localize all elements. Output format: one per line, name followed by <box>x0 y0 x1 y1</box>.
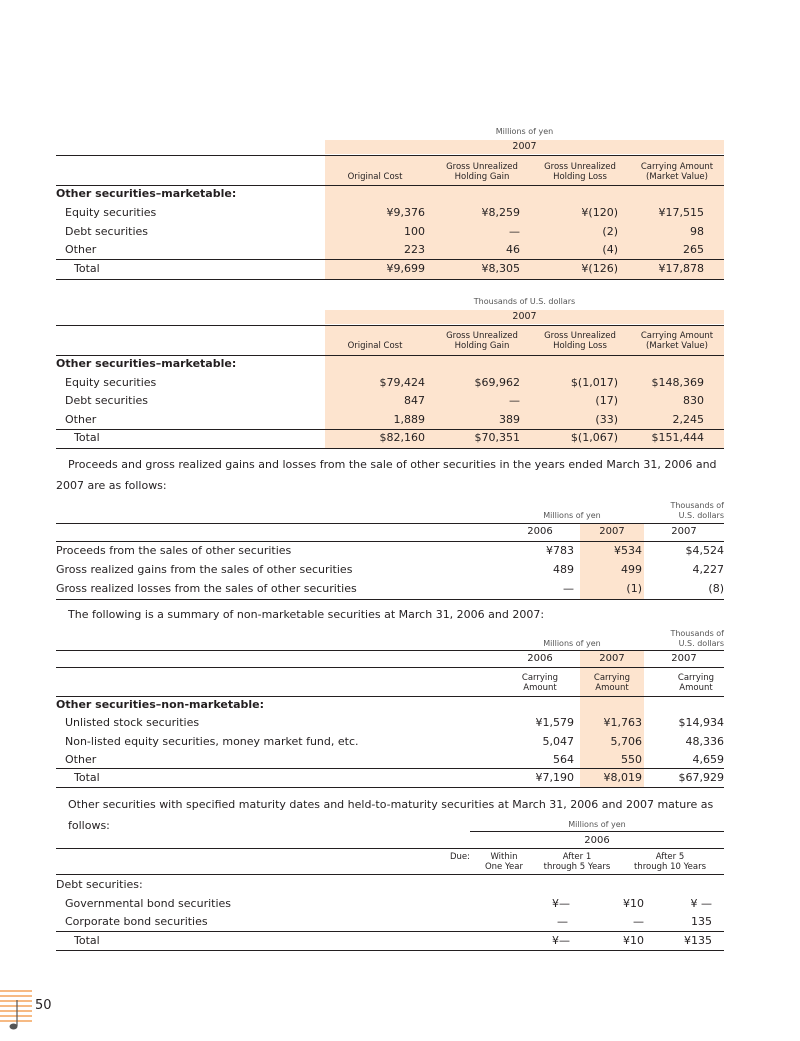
table-row: Debt securities 847 — (17) 830 <box>65 394 704 407</box>
year-header: 2007 <box>599 526 625 537</box>
col-header: Gross Unrealized Holding Loss <box>544 331 616 351</box>
section-heading: Other securities–non-marketable: <box>56 698 265 711</box>
rule <box>56 279 724 280</box>
col-header: Original Cost <box>347 341 403 351</box>
col-header: Gross Unrealized Holding Gain <box>446 331 518 351</box>
year-header: 2007 <box>671 653 697 664</box>
year-header: 2006 <box>584 835 610 846</box>
rule <box>56 325 724 326</box>
section-heading: Other securities–marketable: <box>56 187 237 200</box>
rule <box>56 155 724 156</box>
paragraph-proceeds: Proceeds and gross realized gains and losses from the sale of other securities in the years ended March 31, 2006 and 2007 are as follows: <box>56 458 717 492</box>
rule <box>56 874 724 875</box>
table-row: Other 223 46 (4) 265 <box>65 243 704 256</box>
rule <box>56 667 724 668</box>
year-header: 2007 <box>512 311 537 322</box>
rule <box>56 787 724 788</box>
page-number: 50 <box>35 998 52 1013</box>
year-header: 2007 <box>599 653 625 664</box>
rule <box>56 448 724 449</box>
table-row: Governmental bond securities ¥— ¥10 ¥ — <box>65 897 712 910</box>
rule <box>56 650 724 651</box>
section-heading: Other securities–marketable: <box>56 357 237 370</box>
col-header: Gross Unrealized Holding Loss <box>544 162 616 182</box>
unit-label: Millions of yen <box>543 511 601 520</box>
year-header: 2006 <box>527 653 553 664</box>
table-row: Non-listed equity securities, money market fund, etc. 5,047 5,706 48,336 <box>65 735 724 748</box>
col-header: Carrying Amount <box>677 673 715 693</box>
unit-label: Thousands of U.S. dollars <box>473 297 576 306</box>
col-header: Original Cost <box>347 172 403 182</box>
unit-label: Millions of yen <box>568 820 626 829</box>
col-header: Carrying Amount (Market Value) <box>640 162 714 182</box>
table-row: Equity securities ¥9,376 ¥8,259 ¥(120) ¥17,515 <box>65 206 704 219</box>
page-tab-music-icon <box>0 988 32 1032</box>
unit-label: Thousands of U.S. dollars <box>670 629 724 648</box>
total-row: Total ¥9,699 ¥8,305 ¥(126) ¥17,878 <box>74 262 704 275</box>
col-header: Carrying Amount <box>593 673 631 693</box>
unit-label: Millions of yen <box>495 127 554 136</box>
col-header: Carrying Amount (Market Value) <box>640 331 714 351</box>
total-row: Total $82,160 $70,351 $(1,067) $151,444 <box>74 431 704 444</box>
table-row: Gross realized losses from the sales of other securities — (1) (8) <box>56 582 724 595</box>
year-header: 2006 <box>527 526 553 537</box>
col-header: Carrying Amount <box>521 673 559 693</box>
section-heading: Debt securities: <box>56 878 143 891</box>
paragraph-maturity: Other securities with specified maturity dates and held-to-maturity securities at March 31, 2006 and 2007 mature as follows: <box>68 798 714 832</box>
col-header: After 5 through 10 Years <box>633 852 707 872</box>
total-row: Total ¥— ¥10 ¥135 <box>74 934 712 947</box>
rule <box>56 848 724 849</box>
col-header: Within One Year <box>484 852 523 872</box>
year-header: 2007 <box>512 141 537 152</box>
unit-label: Thousands of U.S. dollars <box>670 501 724 520</box>
total-row: Total ¥7,190 ¥8,019 $67,929 <box>74 771 724 784</box>
due-label: Due: <box>449 852 470 862</box>
table-row: Equity securities $79,424 $69,962 $(1,017) $148,369 <box>65 376 704 389</box>
rule <box>56 523 724 524</box>
year-header: 2007 <box>671 526 697 537</box>
table-row: Corporate bond securities — — 135 <box>65 915 712 928</box>
table-row: Other 564 550 4,659 <box>65 753 724 766</box>
rule <box>56 599 724 600</box>
paragraph-non-marketable: The following is a summary of non-marketable securities at March 31, 2006 and 2007: <box>68 608 545 621</box>
table-row: Gross realized gains from the sales of other securities 489 499 4,227 <box>56 563 724 576</box>
table-row: Unlisted stock securities ¥1,579 ¥1,763 $14,934 <box>65 716 724 729</box>
rule <box>56 950 724 951</box>
col-header: After 1 through 5 Years <box>543 852 611 872</box>
table-row: Proceeds from the sales of other securities ¥783 ¥534 $4,524 <box>56 544 724 557</box>
unit-label: Millions of yen <box>543 639 601 648</box>
rule <box>470 831 724 832</box>
table-row: Other 1,889 389 (33) 2,245 <box>65 413 704 426</box>
col-header: Gross Unrealized Holding Gain <box>446 162 518 182</box>
table-row: Debt securities 100 — (2) 98 <box>65 225 704 238</box>
